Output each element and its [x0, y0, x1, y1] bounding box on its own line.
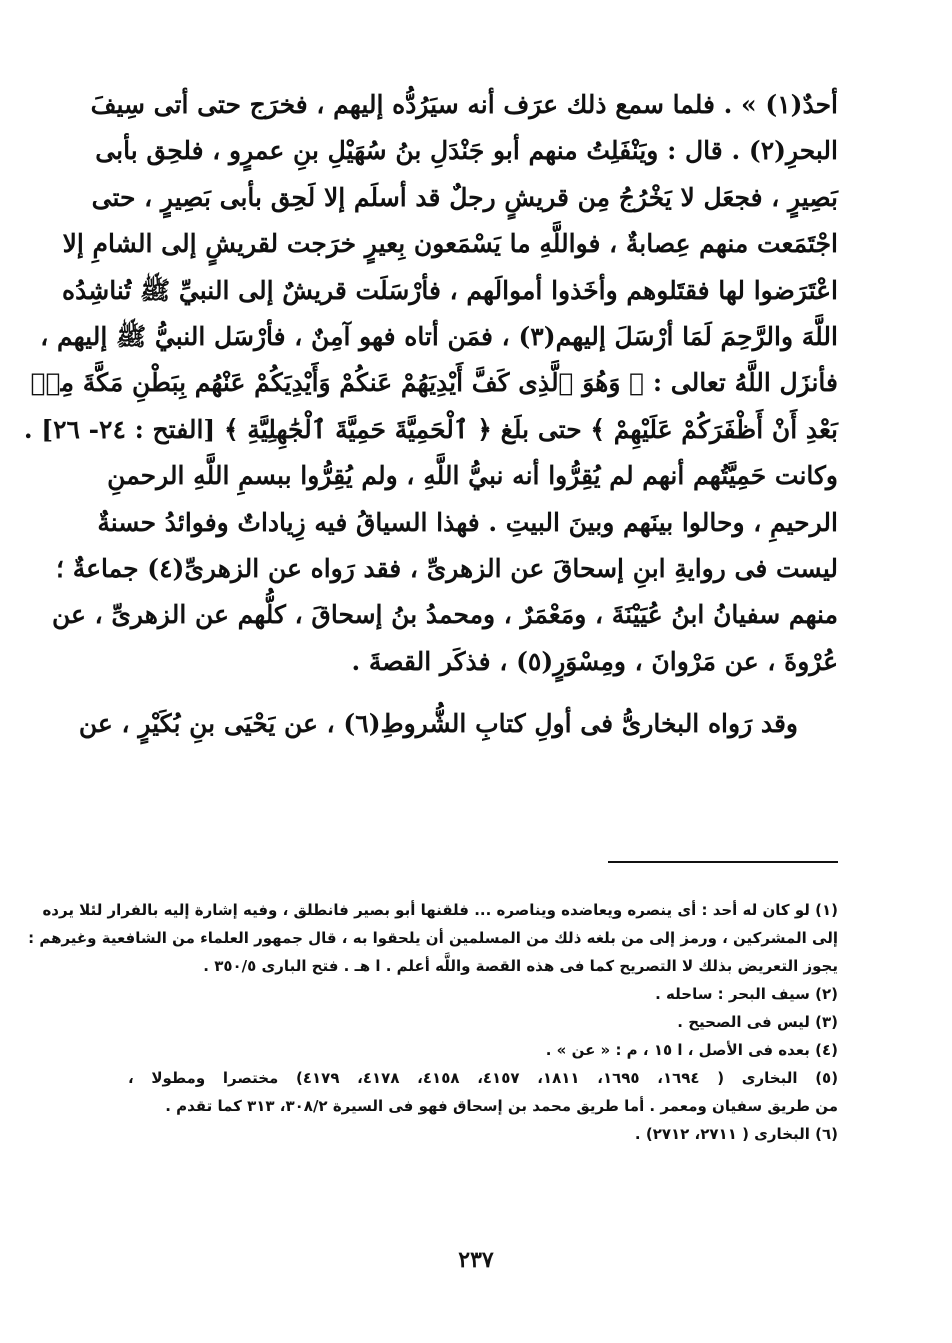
- main-text-line: بَعْدِ أَنْ أَظْفَرَكُمْ عَلَيْهِمْ ﴾ حتى بلَغ ﴿ ٱلْحَمِيَّةَ حَمِيَّةَ ٱلْجَٰهِلِيَّةِ ﴾ [الفتح : ٢٤- ٢٦] .: [23, 414, 838, 444]
- main-text-line: فأنزَل اللَّهُ تعالى : ﴿ وَهُوَ ٱلَّذِى كَفَّ أَيْدِيَهُمْ عَنكُمْ وَأَيْدِيَكُمْ عَنْهُم بِبَطْنِ مَكَّةَ مِنۢ: [30, 368, 838, 398]
- footnotes-block: [28, 896, 839, 1148]
- footnote-line: (٣) ليس فى الصحيح .: [677, 1013, 838, 1031]
- main-text-line: الرحيمِ ، وحالوا بينَهم وبينَ البيتِ . فهذا السياقُ فيه زِياداتٌ وفوائدُ حسنةٌ: [97, 507, 838, 537]
- main-text-block: [23, 82, 838, 747]
- main-text-line: البحرِ(٢) . قال : ويَنْفَلِتُ منهم أبو جَنْدَلِ بنُ سُهَيْلِ بنِ عمرٍو ، فلحِق بأبى: [95, 136, 838, 166]
- footnote-line: يجوز التعريض بذلك لا التصريح كما فى هذه القصة واللَّه أعلم . ا هـ . فتح البارى ٣٥٠/٥ .: [203, 957, 838, 975]
- footnote-line: (٢) سيف البحر : ساحله .: [655, 985, 838, 1003]
- main-text-line: وقد رَواه البخارىُّ فى أولِ كتابِ الشُّروطِ(٦) ، عن يَحْيَى بنِ بُكَيْرٍ ، عن: [78, 709, 798, 739]
- footnote-separator: [608, 861, 838, 863]
- main-text-line: منهم سفيانُ ابنُ عُيَيْنَةَ ، ومَعْمَرٌ ، ومحمدُ بنُ إسحاقَ ، كلُّهم عن الزهرىِّ ، عن: [51, 600, 838, 630]
- footnote-line: من طريق سفيان ومعمر . أما طريق محمد بن إسحاق فهو فى السيرة ٣٠٨/٢، ٣١٣ كما تقدم .: [165, 1097, 838, 1115]
- footnote-line: (١) لو كان له أحد : أى ينصره ويعاضده ويناصره ... فلقنها أبو بصير فانطلق ، وفيه إشارة إليه بالفرار لئلا يرده: [42, 901, 838, 919]
- main-text-line: بَصِيرٍ ، فجعَل لا يَخْرُجُ مِن قريشٍ رجلٌ قد أسلَم إلا لَحِق بأبى بَصِيرٍ ، حتى: [91, 182, 838, 212]
- footnote-line: (٦) البخارى ( ٢٧١١، ٢٧١٢) .: [634, 1125, 838, 1143]
- main-text-line: اللَّهَ والرَّحِمَ لَمَا أرْسَلَ إليهم(٣) ، فمَن أتاه فهو آمِنٌ ، فأرْسَل النبيُّ ﷺ إليهم ،: [40, 321, 838, 351]
- footnote-line: (٤) بعده فى الأصل ، ا ١٥ ، م : « عن » .: [545, 1041, 838, 1059]
- footnote-line: إلى المشركين ، ورمز إلى من بلغه ذلك من المسلمين أن يلحقوا به ، قال جمهور العلماء من الشافعية وغيرهم :: [28, 929, 838, 947]
- main-text-line: ليست فى روايةِ ابنِ إسحاقَ عن الزهرىِّ ، فقد رَواه عن الزهرىِّ(٤) جماعةٌ ؛: [56, 553, 838, 583]
- main-text-line: اجْتَمَعت منهم عِصابةٌ ، فواللَّهِ ما يَسْمَعون بِعيرٍ خرَجت لقريشٍ إلى الشامِ إلا: [62, 229, 838, 259]
- main-text-line: وكانت حَمِيَّتُهم أنهم لم يُقِرُّوا أنه نبيُّ اللَّهِ ، ولم يُقِرُّوا ببسمِ اللَّهِ الرحمنِ: [107, 461, 838, 491]
- paragraph-gap: [128, 685, 838, 701]
- main-text-line: اعْتَرَضوا لها فقتَلوهم وأخَذوا أموالَهم ، فأرْسَلَت قريشٌ إلى النبيِّ ﷺ تُناشِدُه: [62, 275, 838, 305]
- main-text-line: عُرْوةَ ، عن مَرْوانَ ، ومِسْوَرٍ(٥) ، فذكَر القصةَ .: [351, 646, 838, 676]
- footnote-line: (٥) البخارى ( ١٦٩٤، ١٦٩٥، ١٨١١، ٤١٥٧، ٤١٥٨، ٤١٧٨، ٤١٧٩) مختصرا ومطولا ،: [128, 1069, 839, 1087]
- main-text-line: أحدٌ(١) » . فلما سمع ذلك عرَف أنه سيَرُدُّه إليهم ، فخرَج حتى أتى سِيفَ: [90, 90, 838, 119]
- page-number: ٢٣٧: [458, 1247, 494, 1273]
